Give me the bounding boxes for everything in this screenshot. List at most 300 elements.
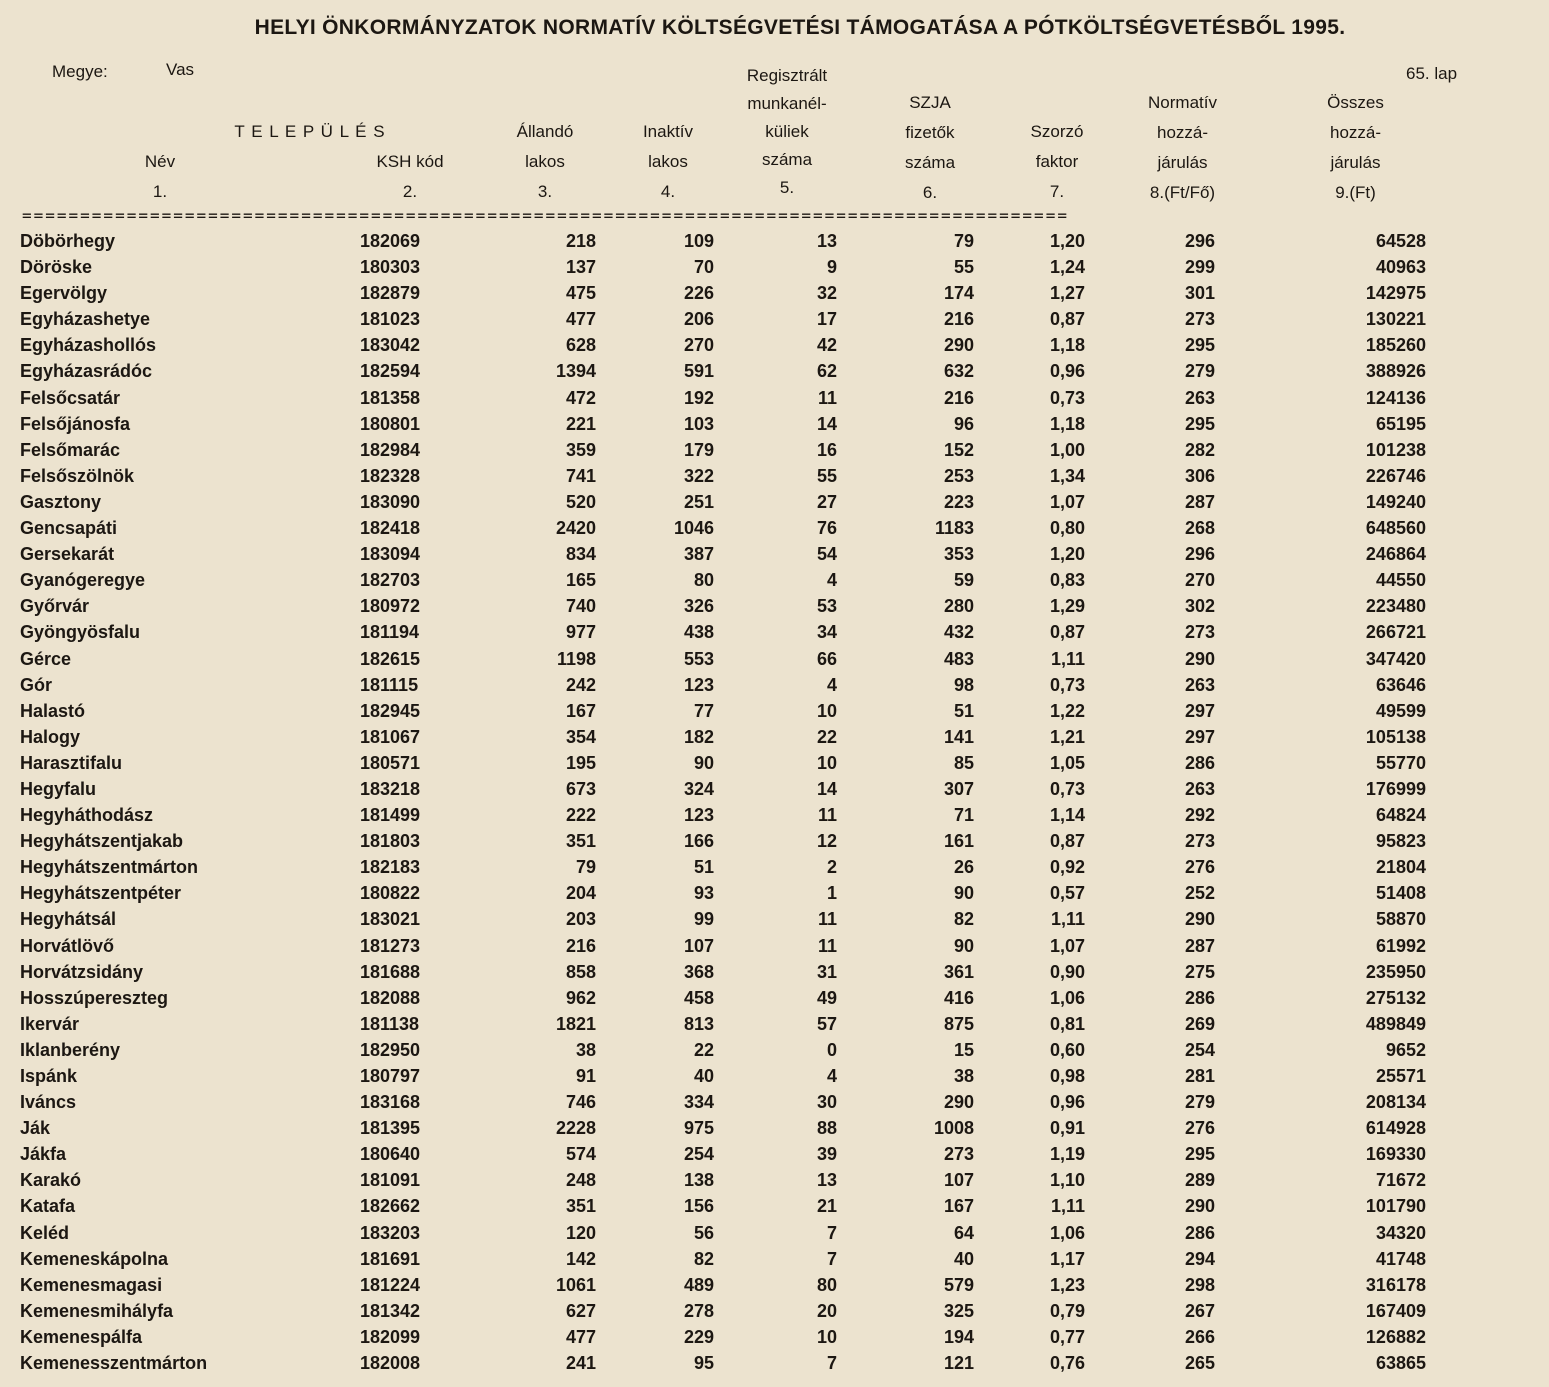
total-contribution: 266721 xyxy=(1365,622,1426,643)
settlement-name: Egyházasrádóc xyxy=(20,361,153,382)
ksh-code: 182594 xyxy=(360,361,421,382)
permanent-population: 165 xyxy=(565,570,596,591)
page-number: 65. lap xyxy=(1406,64,1458,83)
ksh-code: 182183 xyxy=(360,857,421,878)
permanent-population: 79 xyxy=(575,857,596,878)
settlement-name: Felsőszölnök xyxy=(20,465,135,486)
normative-contribution: 276 xyxy=(1184,1118,1215,1139)
settlement-name: Gencsapáti xyxy=(20,518,118,539)
normative-contribution: 298 xyxy=(1184,1274,1215,1295)
table-row xyxy=(0,542,1549,568)
settlement-name: Egervölgy xyxy=(20,283,108,304)
ksh-code: 182069 xyxy=(360,231,421,251)
inactive-population: 1046 xyxy=(673,518,714,539)
total-contribution: 71672 xyxy=(1375,1170,1426,1191)
normative-contribution: 297 xyxy=(1184,700,1215,721)
inactive-population: 975 xyxy=(683,1118,714,1139)
total-contribution: 185260 xyxy=(1365,335,1426,356)
multiplier-factor: 1,34 xyxy=(1049,465,1085,486)
ksh-code: 182662 xyxy=(360,1196,421,1217)
szja-payers: 875 xyxy=(943,1013,974,1034)
unemployed-count: 80 xyxy=(816,1274,837,1295)
ksh-code: 180303 xyxy=(360,257,421,278)
total-contribution: 65195 xyxy=(1375,413,1426,434)
inactive-population: 166 xyxy=(683,831,714,852)
ksh-code: 181691 xyxy=(360,1248,421,1269)
normative-contribution: 294 xyxy=(1184,1248,1215,1269)
inactive-population: 278 xyxy=(683,1300,714,1321)
table-row xyxy=(0,594,1549,620)
settlement-name: Gyöngyösfalu xyxy=(20,622,141,643)
multiplier-factor: 0,87 xyxy=(1049,831,1085,852)
inactive-population: 270 xyxy=(683,335,714,356)
unemployed-count: 0 xyxy=(826,1039,837,1060)
settlement-name: Hegyhátszentmárton xyxy=(20,857,199,878)
normative-contribution: 287 xyxy=(1184,491,1215,512)
szja-payers: 280 xyxy=(943,596,974,617)
unemployed-count: 20 xyxy=(816,1300,837,1321)
table-row xyxy=(0,1064,1549,1090)
permanent-population: 351 xyxy=(565,831,596,852)
normative-contribution: 268 xyxy=(1184,518,1215,539)
szja-payers: 216 xyxy=(943,309,974,330)
table-row xyxy=(0,1247,1549,1273)
ksh-code: 182328 xyxy=(360,465,421,486)
table-row xyxy=(0,855,1549,881)
table-row xyxy=(0,1325,1549,1351)
normative-contribution: 290 xyxy=(1184,648,1215,669)
normative-contribution: 276 xyxy=(1184,857,1215,878)
szja-payers: 51 xyxy=(953,700,974,721)
multiplier-factor: 0,73 xyxy=(1049,778,1085,799)
ksh-code: 180571 xyxy=(360,752,421,773)
unemployed-count: 62 xyxy=(816,361,837,382)
total-contribution: 226746 xyxy=(1365,465,1426,486)
total-contribution: 275132 xyxy=(1365,987,1426,1008)
settlement-name: Hegyfalu xyxy=(20,778,97,799)
unemployed-count: 10 xyxy=(816,700,837,721)
total-contribution: 489849 xyxy=(1365,1013,1426,1034)
multiplier-factor: 1,29 xyxy=(1049,596,1085,617)
szja-payers: 90 xyxy=(953,935,974,956)
ksh-code: 180822 xyxy=(360,883,421,904)
total-contribution: 51408 xyxy=(1375,883,1426,904)
multiplier-factor: 0,91 xyxy=(1049,1118,1085,1139)
inactive-population: 179 xyxy=(683,439,714,460)
unemployed-count: 54 xyxy=(816,544,837,565)
szja-payers: 325 xyxy=(943,1300,974,1321)
multiplier-factor: 0,81 xyxy=(1049,1013,1085,1034)
ksh-code: 182615 xyxy=(360,648,421,669)
multiplier-factor: 0,98 xyxy=(1049,1066,1085,1086)
permanent-population: 472 xyxy=(565,387,596,408)
county-value: Vas xyxy=(166,60,195,79)
ksh-code: 181688 xyxy=(360,961,421,982)
settlement-name: Döröske xyxy=(20,257,93,278)
ksh-code: 181023 xyxy=(360,309,421,330)
szja-payers: 71 xyxy=(953,805,974,826)
settlement-name: Gyanógeregye xyxy=(20,570,146,591)
permanent-population: 2420 xyxy=(555,518,596,539)
ksh-code: 183021 xyxy=(360,909,421,930)
total-contribution: 21804 xyxy=(1375,857,1426,878)
inactive-population: 90 xyxy=(693,752,714,773)
szja-payers: 194 xyxy=(943,1326,974,1347)
unemployed-count: 7 xyxy=(826,1353,837,1374)
unemployed-count: 31 xyxy=(816,961,837,982)
table-row xyxy=(0,986,1549,1012)
total-contribution: 176999 xyxy=(1365,778,1426,799)
total-contribution: 61992 xyxy=(1375,935,1426,956)
unemployed-count: 27 xyxy=(816,491,837,512)
total-contribution: 64528 xyxy=(1375,231,1426,251)
szja-payers: 26 xyxy=(953,857,974,878)
szja-payers: 121 xyxy=(943,1353,974,1374)
szja-payers: 152 xyxy=(943,439,974,460)
ksh-code: 182418 xyxy=(360,518,421,539)
total-contribution: 124136 xyxy=(1365,387,1426,408)
total-contribution: 316178 xyxy=(1365,1274,1426,1295)
settlement-name: Felsőcsatár xyxy=(20,387,121,408)
inactive-population: 82 xyxy=(693,1248,714,1269)
ksh-code: 182703 xyxy=(360,570,421,591)
permanent-population: 120 xyxy=(565,1222,596,1243)
szja-payers: 273 xyxy=(943,1144,974,1165)
normative-contribution: 292 xyxy=(1184,805,1215,826)
unemployed-count: 11 xyxy=(817,387,837,408)
inactive-population: 182 xyxy=(683,726,714,747)
settlement-name: Ikervár xyxy=(20,1013,80,1034)
permanent-population: 38 xyxy=(575,1039,596,1060)
permanent-population: 195 xyxy=(565,752,596,773)
total-contribution: 246864 xyxy=(1365,544,1426,565)
multiplier-factor: 1,06 xyxy=(1049,1222,1085,1243)
permanent-population: 962 xyxy=(565,987,596,1008)
inactive-population: 192 xyxy=(683,387,714,408)
normative-contribution: 263 xyxy=(1184,674,1215,695)
normative-contribution: 296 xyxy=(1184,231,1215,251)
multiplier-factor: 0,79 xyxy=(1049,1300,1085,1321)
inactive-population: 387 xyxy=(683,544,714,565)
multiplier-factor: 1,20 xyxy=(1049,231,1085,251)
table-row xyxy=(0,386,1549,412)
multiplier-factor: 1,11 xyxy=(1050,1196,1085,1217)
szja-payers: 361 xyxy=(943,961,974,982)
permanent-population: 746 xyxy=(565,1092,596,1113)
inactive-population: 51 xyxy=(693,857,714,878)
multiplier-factor: 0,87 xyxy=(1049,309,1085,330)
total-contribution: 648560 xyxy=(1365,518,1426,539)
table-row xyxy=(0,464,1549,490)
szja-payers: 55 xyxy=(953,257,974,278)
unemployed-count: 13 xyxy=(816,231,837,251)
settlement-name: Karakó xyxy=(20,1170,82,1191)
permanent-population: 740 xyxy=(565,596,596,617)
permanent-pop-header: Állandó lakos 3. xyxy=(516,122,574,201)
permanent-population: 204 xyxy=(565,883,596,904)
multiplier-factor: 0,83 xyxy=(1049,570,1085,591)
settlement-name: Hegyhátszentjakab xyxy=(20,831,184,852)
inactive-population: 458 xyxy=(683,987,714,1008)
inactive-pop-header: Inaktív lakos 4. xyxy=(642,122,694,201)
normative-contribution: 281 xyxy=(1184,1066,1215,1086)
total-contribution: 41748 xyxy=(1375,1248,1426,1269)
total-contribution: 167409 xyxy=(1365,1300,1426,1321)
data-table xyxy=(0,229,1549,1377)
unemployed-count: 11 xyxy=(817,935,837,956)
total-contribution: 149240 xyxy=(1365,491,1426,512)
page-title: HELYI ÖNKORMÁNYZATOK NORMATÍV KÖLTSÉGVETÉSI TÁMOGATÁSA A PÓTKÖLTSÉGVETÉSBŐL 1995. xyxy=(254,16,1346,39)
total-header: Összes hozzá- járulás 9.(Ft) xyxy=(1327,93,1384,202)
inactive-population: 553 xyxy=(683,648,714,669)
unemployed-count: 9 xyxy=(826,257,837,278)
ksh-code: 183168 xyxy=(360,1092,421,1113)
szja-payers: 1008 xyxy=(933,1118,974,1139)
unemployed-count: 4 xyxy=(826,1066,837,1086)
ksh-code: 182008 xyxy=(360,1353,421,1374)
unemployed-count: 13 xyxy=(816,1170,837,1191)
normative-contribution: 299 xyxy=(1184,257,1215,278)
szja-payers: 38 xyxy=(953,1066,974,1086)
inactive-population: 322 xyxy=(683,465,714,486)
szja-payers: 416 xyxy=(943,987,974,1008)
normative-contribution: 275 xyxy=(1184,961,1215,982)
multiplier-factor: 1,17 xyxy=(1049,1248,1085,1269)
table-row xyxy=(0,1116,1549,1142)
ksh-code: 181138 xyxy=(360,1013,420,1034)
permanent-population: 1821 xyxy=(555,1013,596,1034)
county-label: Megye: xyxy=(52,62,108,81)
table-row xyxy=(0,699,1549,725)
permanent-population: 477 xyxy=(565,1326,596,1347)
total-contribution: 105138 xyxy=(1365,726,1426,747)
total-contribution: 208134 xyxy=(1365,1092,1426,1113)
table-row xyxy=(0,1168,1549,1194)
inactive-population: 251 xyxy=(683,491,714,512)
total-contribution: 130221 xyxy=(1365,309,1426,330)
permanent-population: 858 xyxy=(565,961,596,982)
inactive-population: 438 xyxy=(683,622,714,643)
permanent-population: 977 xyxy=(565,622,596,643)
table-row xyxy=(0,725,1549,751)
settlement-name: Kemenesmagasi xyxy=(20,1274,163,1295)
inactive-population: 254 xyxy=(683,1144,714,1165)
unemployed-count: 42 xyxy=(816,335,837,356)
inactive-population: 95 xyxy=(693,1353,714,1374)
permanent-population: 142 xyxy=(565,1248,596,1269)
szja-payers: 174 xyxy=(943,283,974,304)
code-header: KSH kód 2. xyxy=(376,152,444,201)
inactive-population: 226 xyxy=(683,283,714,304)
inactive-population: 70 xyxy=(693,257,714,278)
multiplier-factor: 0,57 xyxy=(1049,883,1085,904)
inactive-population: 123 xyxy=(683,674,714,695)
settlement-name: Halogy xyxy=(20,726,81,747)
szja-payers: 432 xyxy=(943,622,974,643)
total-contribution: 142975 xyxy=(1365,283,1426,304)
szja-payers: 253 xyxy=(943,465,974,486)
settlement-name: Halastó xyxy=(20,700,86,721)
unemployed-count: 30 xyxy=(816,1092,837,1113)
multiplier-factor: 1,19 xyxy=(1049,1144,1085,1165)
unemployed-count: 14 xyxy=(816,778,837,799)
multiplier-factor: 1,20 xyxy=(1049,544,1085,565)
permanent-population: 91 xyxy=(575,1066,596,1086)
multiplier-factor: 1,18 xyxy=(1049,335,1085,356)
normative-contribution: 273 xyxy=(1184,831,1215,852)
permanent-population: 222 xyxy=(565,805,596,826)
normative-contribution: 289 xyxy=(1184,1170,1215,1191)
permanent-population: 218 xyxy=(565,231,596,251)
normative-contribution: 267 xyxy=(1184,1300,1215,1321)
multiplier-factor: 0,73 xyxy=(1049,674,1085,695)
settlement-name: Hegyhátszentpéter xyxy=(20,883,182,904)
settlement-name: Gasztony xyxy=(20,491,102,512)
table-row xyxy=(0,1299,1549,1325)
settlement-name: Horvátlövő xyxy=(20,935,115,956)
inactive-population: 813 xyxy=(683,1013,714,1034)
unemployed-count: 16 xyxy=(816,439,837,460)
multiplier-factor: 1,23 xyxy=(1049,1274,1085,1295)
unemployed-count: 55 xyxy=(816,465,837,486)
normative-contribution: 263 xyxy=(1184,387,1215,408)
inactive-population: 138 xyxy=(683,1170,714,1191)
szja-payers: 79 xyxy=(953,231,974,251)
header-separator: ========================================================================================== xyxy=(22,209,1069,223)
szja-payers: 107 xyxy=(943,1170,974,1191)
settlement-name: Döbörhegy xyxy=(20,231,116,251)
ksh-code: 181803 xyxy=(360,831,421,852)
permanent-population: 1198 xyxy=(556,648,596,669)
permanent-population: 241 xyxy=(565,1353,596,1374)
ksh-code: 183218 xyxy=(360,778,421,799)
table-row xyxy=(0,829,1549,855)
ksh-code: 180801 xyxy=(360,413,421,434)
table-row xyxy=(0,281,1549,307)
permanent-population: 628 xyxy=(565,335,596,356)
ksh-code: 181067 xyxy=(360,726,421,747)
normative-contribution: 290 xyxy=(1184,909,1215,930)
szja-payers: 290 xyxy=(943,335,974,356)
inactive-population: 93 xyxy=(693,883,714,904)
table-row xyxy=(0,1038,1549,1064)
table-row xyxy=(0,333,1549,359)
permanent-population: 2228 xyxy=(555,1118,596,1139)
normative-contribution: 254 xyxy=(1184,1039,1215,1060)
normative-contribution: 273 xyxy=(1184,309,1215,330)
total-contribution: 44550 xyxy=(1375,570,1426,591)
permanent-population: 1394 xyxy=(555,361,596,382)
total-contribution: 63646 xyxy=(1375,674,1426,695)
szja-payers: 90 xyxy=(953,883,974,904)
ksh-code: 182950 xyxy=(360,1039,421,1060)
permanent-population: 627 xyxy=(565,1300,596,1321)
multiplier-factor: 1,18 xyxy=(1049,413,1085,434)
szja-payers: 167 xyxy=(943,1196,974,1217)
normative-contribution: 266 xyxy=(1184,1326,1215,1347)
ksh-code: 183042 xyxy=(360,335,421,356)
multiplier-factor: 0,96 xyxy=(1049,361,1085,382)
settlement-name: Katafa xyxy=(20,1196,76,1217)
total-contribution: 347420 xyxy=(1365,648,1426,669)
settlement-name: Gór xyxy=(20,674,53,695)
unemployed-count: 49 xyxy=(816,987,837,1008)
unemployed-count: 14 xyxy=(816,413,837,434)
unemployed-count: 88 xyxy=(816,1118,837,1139)
inactive-population: 56 xyxy=(693,1222,714,1243)
szja-payers: 15 xyxy=(953,1039,974,1060)
permanent-population: 477 xyxy=(565,309,596,330)
multiplier-factor: 1,27 xyxy=(1049,283,1085,304)
table-row xyxy=(0,229,1549,255)
szja-header: SZJA fizetők száma 6. xyxy=(904,93,956,202)
table-row xyxy=(0,359,1549,385)
szja-payers: 59 xyxy=(953,570,974,591)
settlement-name: Felsőmarác xyxy=(20,439,121,460)
multiplier-factor: 0,92 xyxy=(1049,857,1085,878)
total-contribution: 614928 xyxy=(1365,1118,1426,1139)
table-row xyxy=(0,960,1549,986)
unemployed-count: 11 xyxy=(817,909,837,930)
ksh-code: 180797 xyxy=(360,1066,421,1086)
multiplier-factor: 0,90 xyxy=(1049,961,1085,982)
ksh-code: 182879 xyxy=(360,283,421,304)
table-row xyxy=(0,1351,1549,1377)
permanent-population: 520 xyxy=(565,491,596,512)
table-row xyxy=(0,1273,1549,1299)
normative-contribution: 270 xyxy=(1184,570,1215,591)
permanent-population: 574 xyxy=(565,1144,596,1165)
unemployed-count: 57 xyxy=(816,1013,837,1034)
total-contribution: 126882 xyxy=(1365,1326,1426,1347)
inactive-population: 368 xyxy=(683,961,714,982)
permanent-population: 741 xyxy=(565,465,596,486)
total-contribution: 58870 xyxy=(1375,909,1426,930)
unemployed-count: 22 xyxy=(816,726,837,747)
unemployed-count: 7 xyxy=(826,1248,837,1269)
normative-contribution: 286 xyxy=(1184,752,1215,773)
settlement-name: Kemenespálfa xyxy=(20,1326,143,1347)
settlement-name: Felsőjánosfa xyxy=(20,413,131,434)
settlement-name: Kemenesszentmárton xyxy=(20,1353,208,1374)
unemployed-count: 1 xyxy=(826,883,837,904)
unemployed-count: 2 xyxy=(826,857,837,878)
permanent-population: 673 xyxy=(565,778,596,799)
ksh-code: 182099 xyxy=(360,1326,421,1347)
multiplier-factor: 0,96 xyxy=(1049,1092,1085,1113)
unemployed-count: 10 xyxy=(816,1326,837,1347)
total-contribution: 55770 xyxy=(1375,752,1426,773)
total-contribution: 235950 xyxy=(1365,961,1426,982)
table-row xyxy=(0,777,1549,803)
szja-payers: 1183 xyxy=(934,518,974,539)
table-row xyxy=(0,1221,1549,1247)
table-row xyxy=(0,255,1549,281)
permanent-population: 216 xyxy=(565,935,596,956)
permanent-population: 203 xyxy=(565,909,596,930)
table-row xyxy=(0,1142,1549,1168)
inactive-population: 334 xyxy=(683,1092,714,1113)
multiplier-factor: 1,05 xyxy=(1049,752,1085,773)
settlement-name: Ispánk xyxy=(20,1066,78,1086)
ksh-code: 183094 xyxy=(360,544,421,565)
normative-contribution: 265 xyxy=(1184,1353,1215,1374)
ksh-code: 181395 xyxy=(360,1118,421,1139)
inactive-population: 99 xyxy=(693,909,714,930)
normative-contribution: 252 xyxy=(1184,883,1215,904)
total-contribution: 64824 xyxy=(1375,805,1426,826)
normative-contribution: 296 xyxy=(1184,544,1215,565)
